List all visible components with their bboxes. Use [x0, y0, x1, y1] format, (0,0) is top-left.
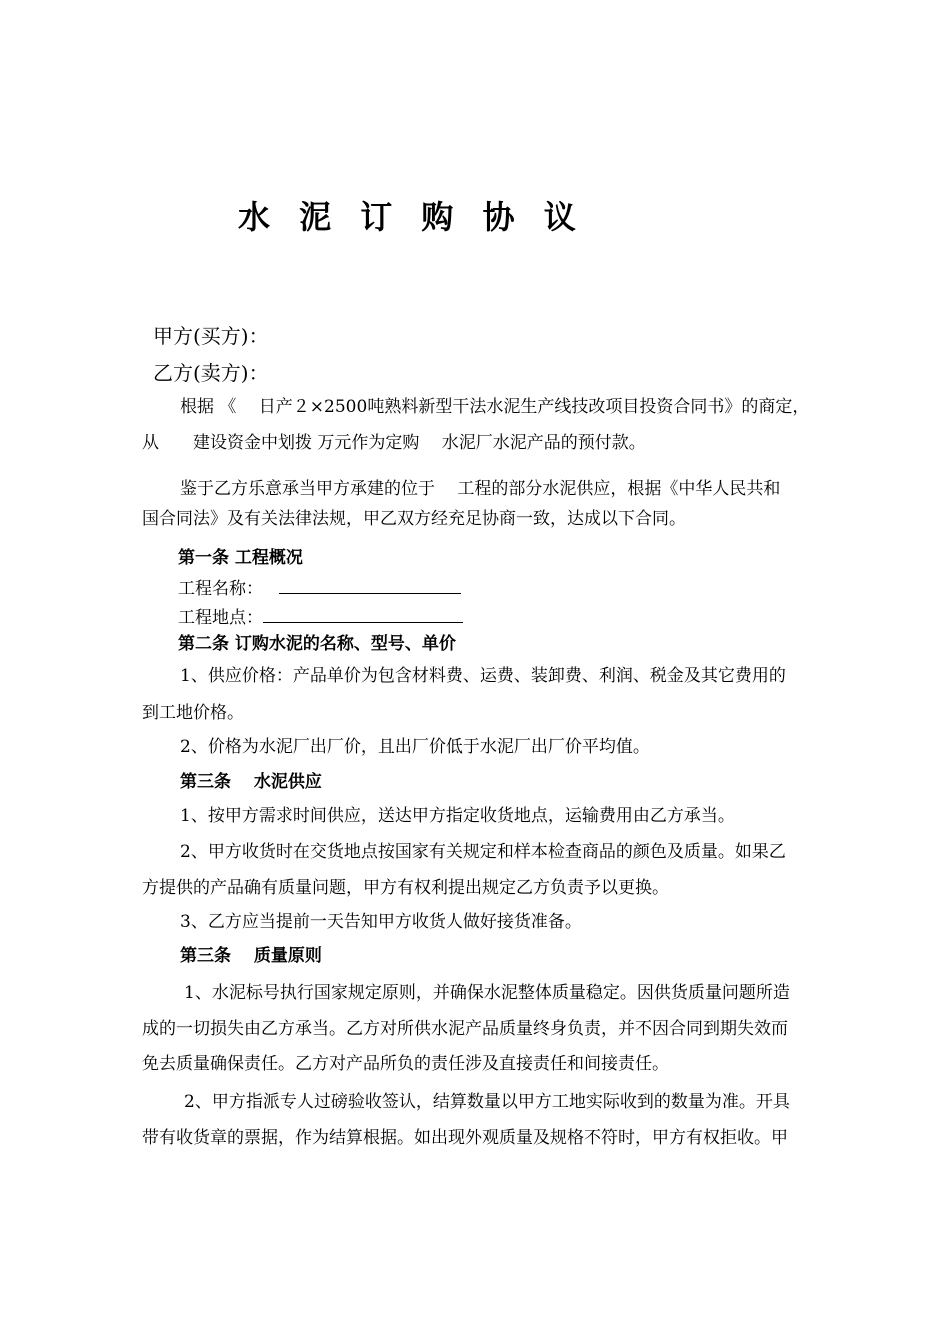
- paragraph-line: 1、水泥标号执行国家规定原则，并确保水泥整体质量稳定。因供货质量问题所造: [184, 983, 790, 1003]
- document-title: 水 泥 订 购 协 议: [238, 198, 585, 236]
- paragraph-line: 1、按甲方需求时间供应，送达甲方指定收货地点，运输费用由乙方承当。: [180, 806, 735, 826]
- project-name-label: 工程名称：: [178, 579, 263, 599]
- paragraph-line: 1、供应价格：产品单价为包含材料费、运费、装卸费、利润、税金及其它费用的: [180, 666, 786, 686]
- project-site-row: [178, 606, 463, 628]
- party-b-label: 乙方(卖方)：: [153, 361, 269, 385]
- paragraph-line: 免去质量确保责任。乙方对产品所负的责任涉及直接责任和间接责任。: [142, 1054, 669, 1074]
- intro-line: 根据 《 日产２×2500吨熟料新型干法水泥生产线技改项目投资合同书》的商定，: [180, 397, 810, 417]
- article-4-heading: 第三条 质量原则: [180, 946, 322, 966]
- intro-line: 鉴于乙方乐意承当甲方承建的位于 工程的部分水泥供应，根据《中华人民共和: [180, 479, 781, 499]
- paragraph-line: 方提供的产品确有质量问题，甲方有权利提出规定乙方负责予以更换。: [142, 878, 669, 898]
- paragraph-line: 2、甲方收货时在交货地点按国家有关规定和样本检查商品的颜色及质量。如果乙: [180, 842, 786, 862]
- article-3-heading: 第三条 水泥供应: [180, 772, 322, 792]
- article-1-heading: 第一条 工程概况: [178, 548, 303, 568]
- intro-line: 从 建设资金中划拨 万元作为定购 水泥厂水泥产品的预付款。: [142, 433, 646, 453]
- paragraph-line: 2、价格为水泥厂出厂价，且出厂价低于水泥厂出厂价平均值。: [180, 737, 650, 757]
- intro-line: 国合同法》及有关法律法规，甲乙双方经充足协商一致，达成以下合同。: [142, 509, 686, 529]
- paragraph-line: 到工地价格。: [142, 703, 244, 723]
- article-2-heading: 第二条 订购水泥的名称、型号、单价: [178, 634, 456, 654]
- paragraph-line: 成的一切损失由乙方承当。乙方对所供水泥产品质量终身负责，并不因合同到期失效而: [142, 1019, 788, 1039]
- paragraph-line: 3、乙方应当提前一天告知甲方收货人做好接货准备。: [180, 912, 582, 932]
- paragraph-line: 2、甲方指派专人过磅验收签认，结算数量以甲方工地实际收到的数量为准。开具: [184, 1092, 790, 1112]
- project-name-row: [178, 577, 461, 599]
- project-site-label: 工程地点：: [178, 608, 263, 628]
- party-a-label: 甲方(买方)：: [153, 324, 269, 348]
- project-name-blank: [279, 577, 461, 594]
- paragraph-line: 带有收货章的票据，作为结算根据。如出现外观质量及规格不符时，甲方有权拒收。甲: [142, 1128, 788, 1148]
- project-site-blank: [263, 606, 463, 623]
